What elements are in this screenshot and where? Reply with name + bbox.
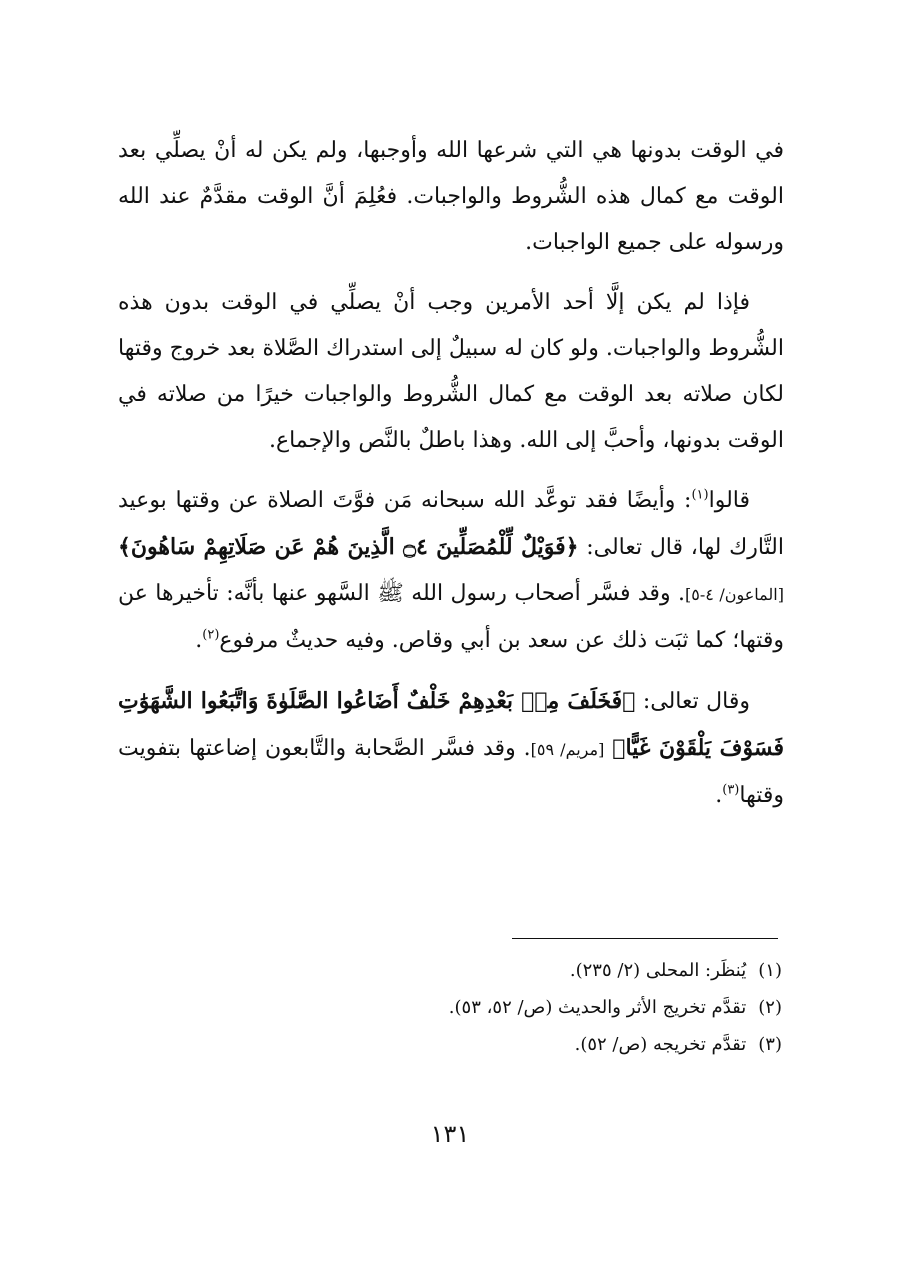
quran-citation-maun: [الماعون/ ٤-٥] [684,585,784,604]
footnote-2-number: (٢) [758,997,782,1018]
quran-verse-maun: ﴿فَوَيْلٌ لِّلْمُصَلِّينَ ۝٤ الَّذِينَ هُمْ عَن صَلَاتِهِمْ سَاهُونَ﴾ [118,534,579,560]
footnote-divider [512,938,778,939]
page-body [118,128,784,833]
footnote-1-text: يُنظَر: المحلى (٢/ ٢٣٥). [569,960,747,981]
paragraph-3-part1: : وأيضًا فقد توعَّد الله سبحانه مَن فوَّتَ الصلاة عن وقتها بوعيد التَّارك لها، قال تعالى: [118,488,784,560]
footnotes [118,952,784,1063]
paragraph-2 [118,280,784,464]
footnote-1 [118,952,784,989]
footnote-ref-2[interactable]: (٢) [202,627,220,643]
page-number: ١٣١ [430,1120,470,1148]
footnote-ref-1[interactable]: (١) [691,487,709,503]
paragraph-4 [118,678,784,819]
quran-citation-maryam: [مريم/ ٥٩] [530,740,605,759]
paragraph-4-part1: وقال تعالى: [635,689,750,714]
paragraph-3-part2: . وقد فسَّر أصحاب رسول الله ﷺ السَّهو عنها بأنَّه: تأخيرها عن وقتها؛ كما ثبَت ذلك عن سعد بن أبي وقاص. وفيه حديثٌ مرفوع [118,581,784,653]
footnote-1-number: (١) [758,960,782,981]
paragraph-1 [118,128,784,266]
paragraph-2-text: فإذا لم يكن إلَّا أحد الأمرين وجب أنْ يصلِّي في الوقت بدون هذه الشُّروط والواجبات. ولو كان له سبيلٌ إلى استدراك الصَّلاة بعد خروج وقتها لكان صلاته بعد الوقت مع كمال الشُّروط والواجبات خيرًا من صلاته في الوقت بدونها، وأحبَّ إلى الله. وهذا باطلٌ بالنَّص والإجماع. [118,290,784,453]
paragraph-3-lead: قالوا [708,488,750,513]
footnote-2-text: تقدَّم تخريج الأثر والحديث (ص/ ٥٢، ٥٣). [448,997,747,1018]
paragraph-4-end: . [715,783,723,808]
paragraph-3-end: . [195,628,203,653]
footnote-3 [118,1026,784,1063]
footnote-3-text: تقدَّم تخريجه (ص/ ٥٢). [574,1034,747,1055]
quran-verse-maryam: ﴿فَخَلَفَ مِنۢ بَعْدِهِمْ خَلْفٌ أَضَاعُوا الصَّلَوٰةَ وَاتَّبَعُوا الشَّهَوَٰتِ فَسَوْفَ يَلْقَوْنَ غَيًّا﴾ [118,688,784,761]
paragraph-3 [118,478,784,664]
footnote-ref-3[interactable]: (٣) [722,782,740,798]
paragraph-1-text: في الوقت بدونها هي التي شرعها الله وأوجبها، ولم يكن له أنْ يصلِّي بعد الوقت مع كمال هذه الشُّروط والواجبات. فعُلِمَ أنَّ الوقت مقدَّمٌ عند الله ورسوله على جميع الواجبات. [118,138,784,255]
paragraph-4-part2: . وقد فسَّر الصَّحابة والتَّابعون إضاعتها بتفويت وقتها [118,736,784,808]
footnote-2 [118,989,784,1026]
footnote-3-number: (٣) [758,1034,782,1055]
